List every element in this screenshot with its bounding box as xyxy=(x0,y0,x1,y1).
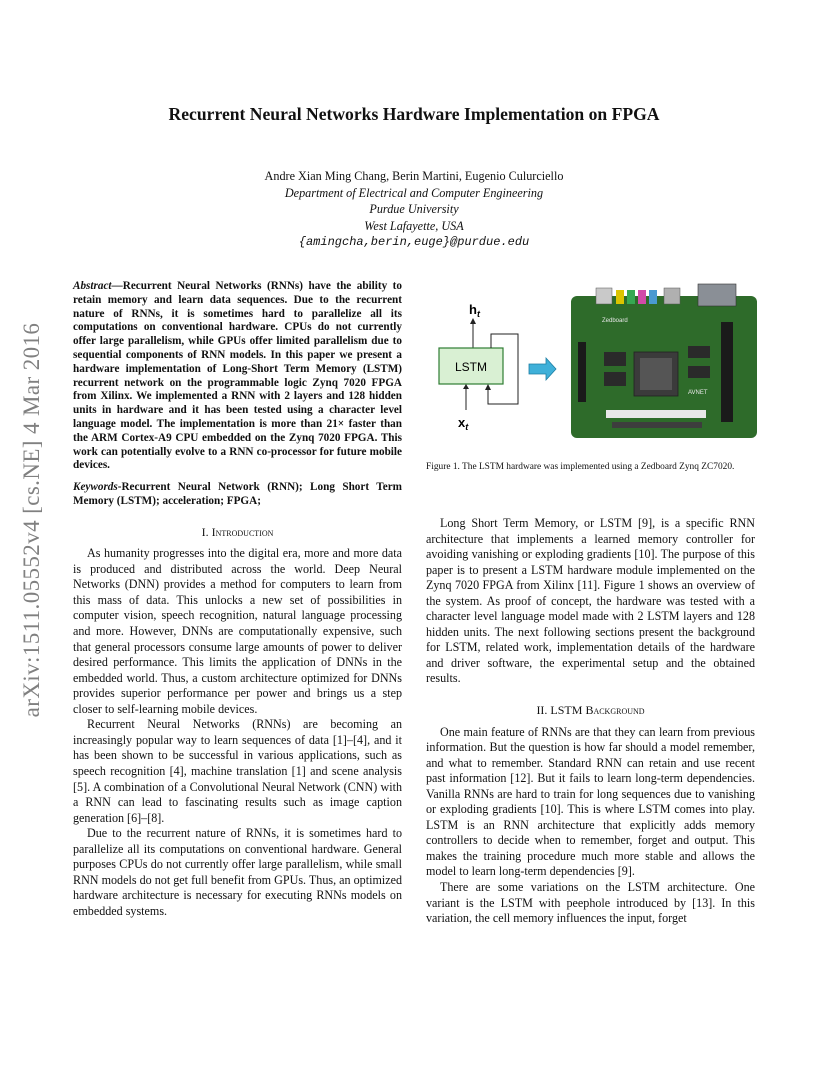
section-title: Introduction xyxy=(211,524,274,539)
section-heading-introduction xyxy=(73,525,402,541)
paragraph: Recurrent Neural Networks (RNNs) are becoming an increasingly popular way to learn sequences of data [1]–[4], and it has been shown to be successful in various applications, such as speech recognition [4], machine translation [1] and scene analysis [5]. A combination of a Convolutional Neural Network (CNN) with a RNN can lead to fascinating results such as image caption generation [6]–[8]. xyxy=(73,717,402,825)
section-title: Background xyxy=(585,703,645,718)
button-row-icon xyxy=(612,422,702,428)
section-numeral: II. LSTM xyxy=(536,703,586,718)
section-heading-lstm-background xyxy=(426,703,755,719)
paragraph: Long Short Term Memory, or LSTM [9], is a specific RNN architecture that implements a learned memory controller for avoiding vanishing or exploding gradients [10]. The purpose of this paper is to present a LSTM hardware module implemented on the Zynq 7020 FPGA from Xilinx [11]. Figure 1 shows an overview of the system. As proof of concept, the hardware was tested with a character level language model made with 2 LSTM layers and 128 hidden units. The next following sections present the background for LSTM, related work, implementation details of the hardware and driver software, the experimental setup and the obtained results. xyxy=(426,516,755,686)
abstract-label: Abstract xyxy=(73,280,112,292)
paragraph: As humanity progresses into the digital era, more and more data is produced and distributed across the world. Deep Neural Networks (DNN) provides a method for computers to learn from this mass of data. This unlocks a new set of possibilities in computer vision, speech recognition, natural language processing and more. However, DNNs are computationally expensive, such that general processors consume large amounts of power to deliver desired performance. This limits the application of DNNs in the embedded world. Thus, a custom architecture optimized for DNNs provides superior performance per power and brings us a step closer to self-learning mobile devices. xyxy=(73,546,402,716)
figure-1-caption: Figure 1. The LSTM hardware was implemented using a Zedboard Zynq ZC7020. xyxy=(426,462,735,472)
connector-icon xyxy=(627,290,635,304)
input-arrowhead xyxy=(463,384,469,389)
pin-header-icon xyxy=(721,322,733,422)
left-column xyxy=(73,280,402,919)
memory-chip-icon xyxy=(604,352,626,366)
lstm-block-label: LSTM xyxy=(454,360,488,374)
pin-header-icon xyxy=(578,342,586,402)
keywords xyxy=(73,481,402,509)
fpga-die-icon xyxy=(640,358,672,390)
keywords-label: Keywords xyxy=(73,481,118,494)
author-block xyxy=(0,168,828,251)
paragraph: There are some variations on the LSTM architecture. One variant is the LSTM with peephole introduced by [13]. In this variation, the cell memory influences the input, forget xyxy=(426,880,755,926)
section-numeral: I. xyxy=(201,524,212,539)
board-logo: AVNET xyxy=(688,390,708,396)
output-label: $h_t$ xyxy=(469,302,480,319)
connector-icon xyxy=(664,288,680,304)
output-arrowhead xyxy=(470,318,476,324)
loop-arrowhead xyxy=(485,384,491,390)
connector-icon xyxy=(596,288,612,304)
paper-title: Recurrent Neural Networks Hardware Implementation on FPGA xyxy=(168,104,660,124)
arrow-icon xyxy=(529,358,556,380)
chip-icon xyxy=(688,346,710,358)
connector-icon xyxy=(616,290,624,304)
author-department: Department of Electrical and Computer Engineering xyxy=(284,185,544,200)
abstract xyxy=(73,280,402,473)
figure-1-graphic xyxy=(426,282,759,452)
chip-icon xyxy=(688,366,710,378)
author-location: West Lafayette, USA xyxy=(364,218,464,233)
figure-1 xyxy=(426,282,759,452)
keywords-text: -Recurrent Neural Network (RNN); Long Short Term Memory (LSTM); acceleration; FPGA; xyxy=(73,481,402,507)
paragraph: Due to the recurrent nature of RNNs, it is sometimes hard to parallelize all its computations on conventional hardware. General purposes CPUs do not currently offer large parallelism, while small RNN models do not get full benefit from GPUs. Thus, an optimized hardware architecture is necessary for executing RNNs models on embedded systems. xyxy=(73,826,402,918)
switch-row-icon xyxy=(606,410,706,418)
right-column xyxy=(426,516,755,927)
author-names: Andre Xian Ming Chang, Berin Martini, Eugenio Culurciello xyxy=(264,169,564,183)
paragraph: One main feature of RNNs are that they can learn from previous information. But the question is how far should a model remember, and what to remember. Standard RNN can retain and use recent past information [12]. But it fails to learn long-term dependencies. Vanilla RNNs are hard to train for long sequences due to vanishing or exploding gradients [10]. This is where LSTM comes into play. LSTM is an RNN architecture that explicitly adds memory controllers to decide when to remember, forget and output. This makes the training procedure much more stable and allows the model to learn long-term dependencies [9]. xyxy=(426,724,755,879)
vga-connector-icon xyxy=(698,284,736,306)
connector-icon xyxy=(638,290,646,304)
board-brand: Zedboard xyxy=(602,318,628,324)
abstract-text: —Recurrent Neural Networks (RNNs) have the ability to retain memory and learn data sequences. Due to the recurrent nature of RNNs, it is sometimes hard to parallelize all its computations on conventional hardware. CPUs do not currently offer large parallelism, while GPUs offer limited parallelism due to sequential components of RNN models. In this paper we present a hardware implementation of Long-Short Term Memory (LSTM) recurrent network on the programmable logic Zynq 7020 FPGA from Xilinx. We implemented a RNN with 2 layers and 128 hidden units in hardware and it has been tested using a character level language model. The implementation is more than 21× faster than the ARM Cortex-A9 CPU embedded on the Zynq 7020 FPGA. This work can potentially evolve to a RNN co-processor for future mobile devices. xyxy=(73,280,402,472)
memory-chip-icon xyxy=(604,372,626,386)
arxiv-stamp: arXiv:1511.05552v4 [cs.NE] 4 Mar 2016 xyxy=(19,322,44,718)
connector-icon xyxy=(649,290,657,304)
zedboard-image xyxy=(571,284,757,438)
author-university: Purdue University xyxy=(369,202,459,217)
author-email: {amingcha,berin,euge}@purdue.edu xyxy=(298,235,530,250)
input-label: $x_t$ xyxy=(458,415,469,432)
